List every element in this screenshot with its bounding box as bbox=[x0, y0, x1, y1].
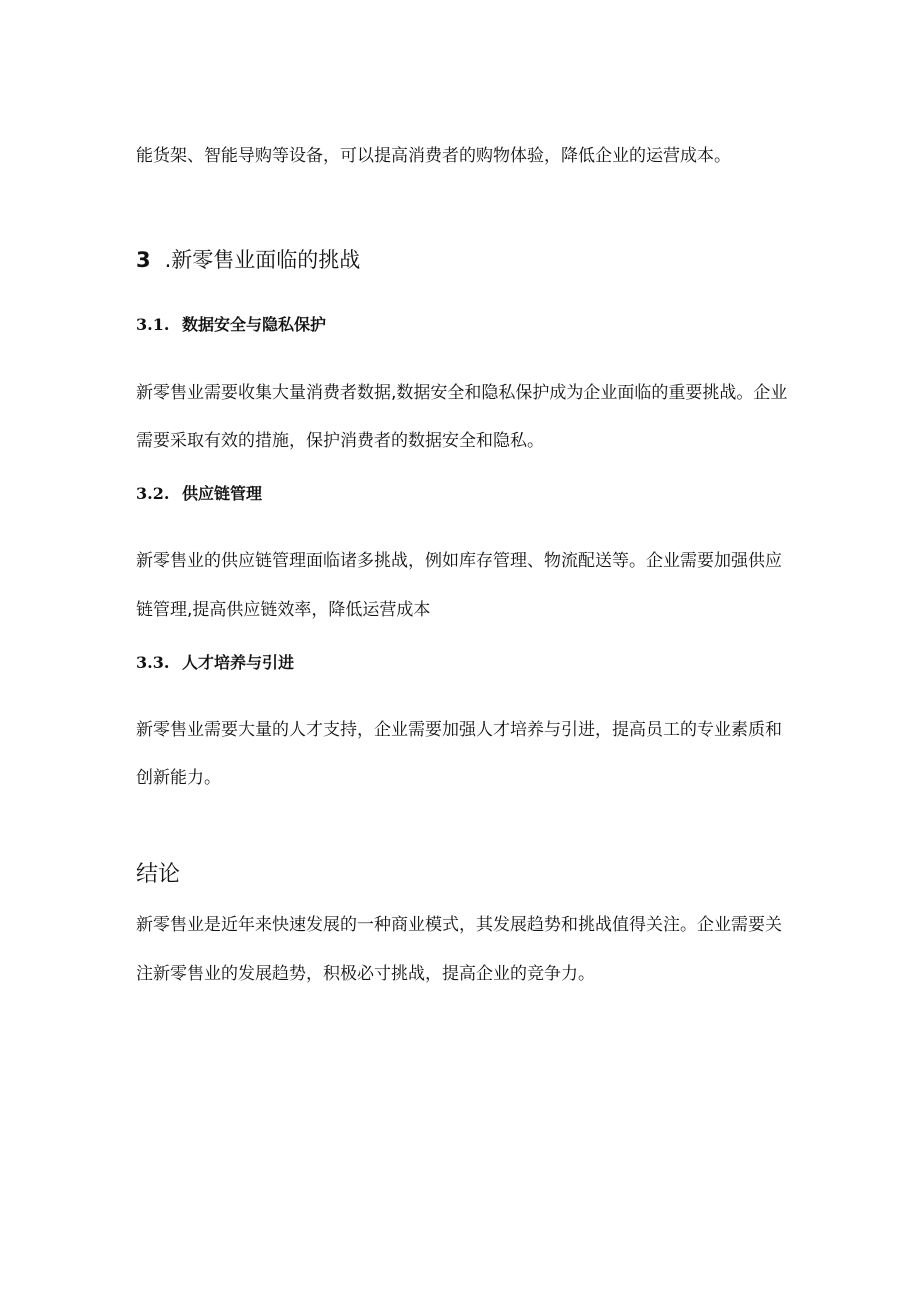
paragraph-line: 创新能力。 bbox=[136, 768, 221, 788]
subsection-number: 3.2. bbox=[136, 484, 170, 503]
chapter-title: .新零售业面临的挑战 bbox=[164, 248, 361, 272]
paragraph-line: 新零售业的供应链管理面临诸多挑战，例如库存管理、物流配送等。企业需要加强供应 bbox=[136, 551, 782, 571]
intro-paragraph-line: 能货架、智能导购等设备，可以提高消费者的购物体验，降低企业的运营成本。 bbox=[136, 146, 731, 166]
paragraph-line: 新零售业需要收集大量消费者数据,数据安全和隐私保护成为企业面临的重要挑战。企业 bbox=[136, 383, 788, 403]
paragraph-line: 链管理,提高供应链效率，降低运营成本 bbox=[136, 600, 431, 620]
conclusion-paragraph-line: 新零售业是近年来快速发展的一种商业模式，其发展趋势和挑战值得关注。企业需要关 bbox=[136, 915, 782, 935]
chapter-heading bbox=[136, 246, 360, 274]
subsection-heading bbox=[136, 483, 262, 505]
conclusion-paragraph-line: 注新零售业的发展趋势，积极必寸挑战，提高企业的竞争力。 bbox=[136, 964, 595, 984]
chapter-number: 3 bbox=[136, 248, 151, 272]
subsection-number: 3.3. bbox=[136, 653, 170, 672]
subsection-title: 供应链管理 bbox=[182, 484, 263, 503]
paragraph-line: 需要采取有效的措施，保护消费者的数据安全和隐私。 bbox=[136, 431, 544, 451]
subsection-number: 3.1. bbox=[136, 315, 170, 334]
paragraph-line: 新零售业需要大量的人才支持，企业需要加强人才培养与引进，提高员工的专业素质和 bbox=[136, 720, 782, 740]
subsection-title: 人才培养与引进 bbox=[182, 653, 295, 672]
subsection-heading bbox=[136, 652, 294, 674]
subsection-heading bbox=[136, 314, 326, 336]
conclusion-heading: 结论 bbox=[136, 862, 181, 887]
subsection-title: 数据安全与隐私保护 bbox=[182, 315, 327, 334]
